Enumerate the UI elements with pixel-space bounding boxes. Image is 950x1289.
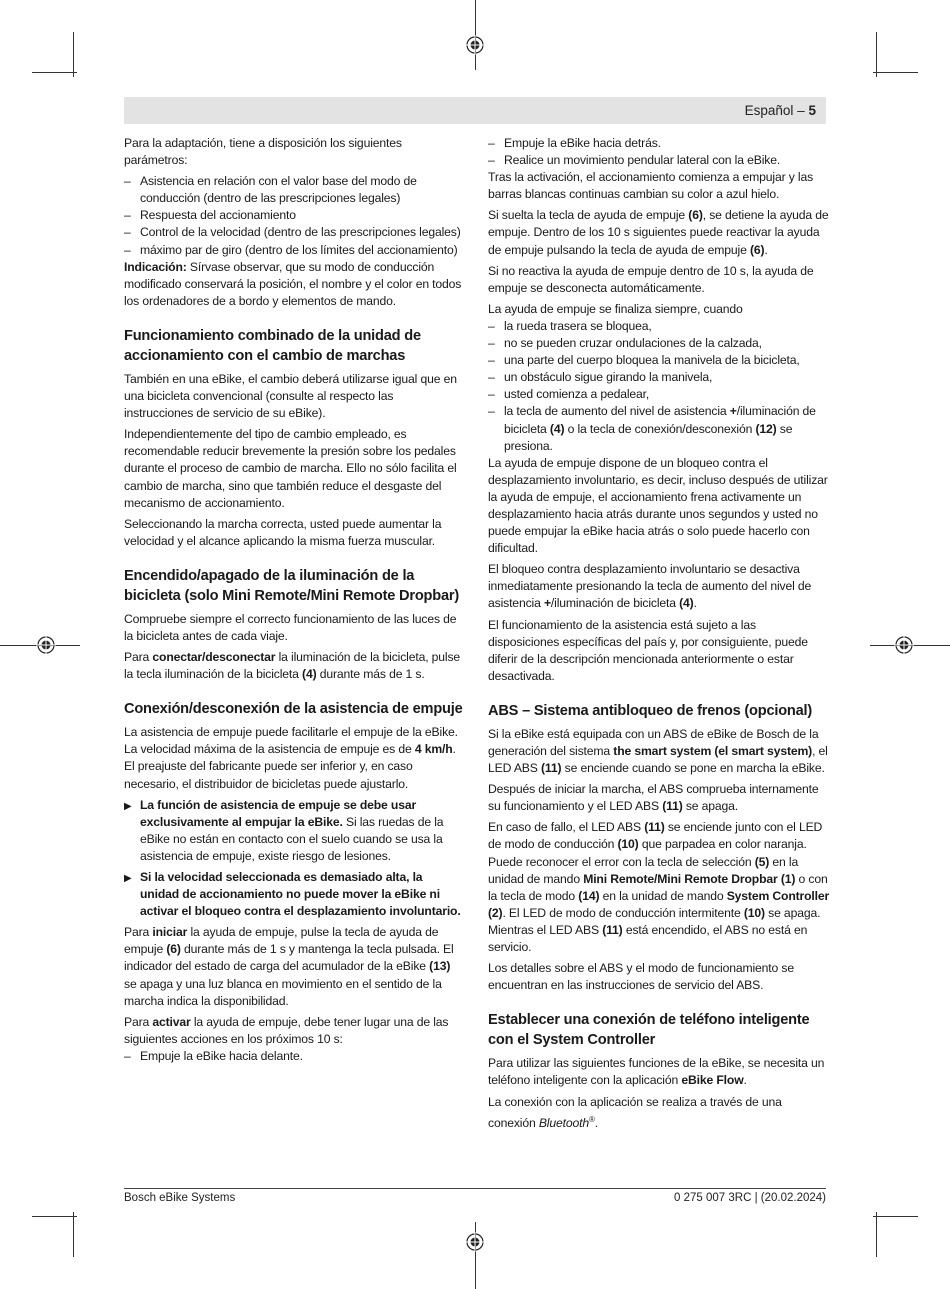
paragraph: Después de iniciar la marcha, el ABS comprueba internamente su funcionamiento y el LED ABS (11) se apaga. [488, 782, 819, 814]
paragraph: Si la eBike está equipada con un ABS de eBike de Bosch de la generación del sistema the smart system (el smart system), el LED ABS (11) se enciende cuando se pone en marcha la eBike. [488, 726, 828, 776]
registration-mark-icon [465, 35, 485, 55]
section-heading: Encendido/apagado de la iluminación de la bicicleta (solo Mini Remote/Mini Remote Dropbar) [124, 567, 460, 604]
paragraph: Para utilizar las siguientes funciones de la eBike, se necesita un teléfono inteligente con la aplicación eBike Flow. [488, 1056, 825, 1088]
paragraph: Independientemente del tipo de cambio empleado, es recomendable reducir brevemente la presión sobre los pedales durante el proceso de cambio de marcha. Ello no sólo facilita el cambio de marcha, sino que también reduce el desgaste del mecanismo de accionamiento. [124, 427, 457, 510]
paragraph: Para conectar/desconectar la iluminación de la bicicleta, pulse la tecla iluminación de la bicicleta (4) durante más de 1 s. [124, 650, 461, 682]
section-heading: Funcionamiento combinado de la unidad de accionamiento con el cambio de marchas [124, 327, 421, 364]
list-item: – no se pueden cruzar ondulaciones de la calzada, [488, 335, 830, 352]
crop-mark [32, 72, 77, 73]
list-item: – Realice un movimiento pendular lateral con la eBike. [488, 152, 830, 169]
list-item: – la rueda trasera se bloquea, [488, 318, 830, 335]
paragraph: Los detalles sobre el ABS y el modo de funcionamiento se encuentran en las instrucciones de servicio del ABS. [488, 961, 794, 993]
action-list [124, 1048, 464, 1065]
registration-mark-icon [36, 635, 56, 655]
warning-item: ▶ La función de asistencia de empuje se debe usar exclusivamente al empujar la eBike. Si las ruedas de la eBike no están en contacto con el suelo cuando se usa la asistencia de empuje, existe riesgo de lesiones. [124, 797, 464, 865]
paragraph: La ayuda de empuje dispone de un bloqueo contra el desplazamiento involuntario, es decir, incluso después de utilizar la ayuda de empuje, el accionamiento frena activamente un desplazamiento hacia atrás durante unos segundos y usted no puede empujar la eBike hacia atrás o solo puede hacerlo con dificultad. [488, 455, 828, 556]
list-item: – máximo par de giro (dentro de los límites del accionamiento) [124, 242, 464, 259]
paragraph: Para iniciar la ayuda de empuje, pulse la tecla de ayuda de empuje (6) durante más de 1 s y mantenga la tecla pulsada. El indicador del estado de carga del acumulador de la eBike (13) se apaga y una luz blanca en movimiento en el sentido de la marcha indica la disponibilidad. [124, 925, 454, 1008]
parameter-list [124, 173, 464, 258]
end-conditions-list [488, 318, 830, 455]
footer-company: Bosch eBike Systems [124, 1192, 236, 1204]
action-list-continued [488, 135, 830, 169]
section-heading: ABS – Sistema antibloqueo de frenos (opcional) [488, 702, 813, 719]
paragraph: Tras la activación, el accionamiento comienza a empujar y las barras blancas continuas cambian su color a azul hielo. [488, 170, 814, 202]
list-item: – Respuesta del accionamiento [124, 207, 464, 224]
crop-mark [73, 1212, 74, 1257]
paragraph: El bloqueo contra desplazamiento involuntario se desactiva inmediatamente presionando la tecla de aumento del nivel de asistencia +/iluminación de bicicleta (4). [488, 562, 812, 611]
paragraph: En caso de fallo, el LED ABS (11) se enciende junto con el LED de modo de conducción (10) que parpadea en color naranja. Puede reconocer el error con la tecla de selección (5) en la unidad de mando Mini Remote/Mini Remote Dropbar (1) o con la tecla de modo (14) en la unidad de mando System Controller (2). El LED de modo de conducción intermitente (10) se apaga. Mientras el LED ABS (11) está encendido, el ABS no está en servicio. [488, 820, 830, 955]
list-item: – Control de la velocidad (dentro de las prescripciones legales) [124, 224, 464, 241]
page-header [124, 97, 826, 124]
list-item: – usted comienza a pedalear, [488, 386, 830, 403]
paragraph: Para la adaptación, tiene a disposición los siguientes parámetros: [124, 136, 402, 168]
paragraph: La conexión con la aplicación se realiza a través de una conexión Bluetooth®. [488, 1094, 782, 1130]
crop-mark [32, 1216, 77, 1217]
warning-list [124, 797, 464, 921]
paragraph: La asistencia de empuje puede facilitarle el empuje de la eBike. La velocidad máxima de la asistencia de empuje es de 4 km/h. El preajuste del fabricante puede ser inferior y, en caso necesario, el distribuidor de bicicletas puede ajustarlo. [124, 725, 458, 791]
paragraph: La ayuda de empuje se finaliza siempre, cuando [488, 301, 743, 316]
paragraph: Seleccionando la marcha correcta, usted puede aumentar la velocidad y el alcance aplicando la misma fuerza muscular. [124, 516, 442, 548]
paragraph: El funcionamiento de la asistencia está sujeto a las disposiciones específicas del país y, por consiguiente, puede diferir de la descripción mencionada anteriormente o estar desactivada. [488, 617, 808, 683]
footer-divider [124, 1188, 826, 1189]
section-heading: Conexión/desconexión de la asistencia de empuje [124, 701, 463, 718]
page-number: 5 [808, 103, 816, 118]
list-item: – Asistencia en relación con el valor base del modo de conducción (dentro de las prescripciones legales) [124, 173, 464, 207]
registration-mark-icon [465, 1232, 485, 1252]
list-item: – la tecla de aumento del nivel de asistencia +/iluminación de bicicleta (4) o la tecla de conexión/desconexión (12) se presiona. [488, 403, 830, 454]
warning-item: ▶ Si la velocidad seleccionada es demasiado alta, la unidad de accionamiento no puede mover la eBike ni activar el bloqueo contra el desplazamiento involuntario. [124, 869, 464, 920]
paragraph: Compruebe siempre el correcto funcionamiento de las luces de la bicicleta antes de cada viaje. [124, 611, 457, 643]
crop-mark [876, 32, 877, 77]
paragraph: Si suelta la tecla de ayuda de empuje (6), se detiene la ayuda de empuje. Dentro de los 10 s siguientes puede reactivar la ayuda de empuje pulsando la tecla de ayuda de empuje (6). [488, 208, 829, 257]
registration-mark-icon [894, 635, 914, 655]
right-column [488, 135, 830, 1136]
list-item: – Empuje la eBike hacia detrás. [488, 135, 830, 152]
crop-mark [873, 1216, 918, 1217]
paragraph: Para activar la ayuda de empuje, debe tener lugar una de las siguientes acciones en los próximos 10 s: [124, 1014, 449, 1046]
crop-mark [73, 32, 74, 77]
list-item: – un obstáculo sigue girando la manivela, [488, 369, 830, 386]
header-label: Español – 5 [744, 103, 816, 118]
list-item: – Empuje la eBike hacia delante. [124, 1048, 464, 1065]
note-paragraph: Indicación: Sírvase observar, que su modo de conducción modificado conservará la posición, el nombre y el color en todos los ordenadores de a bordo y elementos de mando. [124, 259, 462, 308]
footer-doc-id: 0 275 007 3RC | (20.02.2024) [674, 1192, 826, 1204]
left-column [124, 135, 464, 1065]
list-item: – una parte del cuerpo bloquea la manivela de la bicicleta, [488, 352, 830, 369]
paragraph: Si no reactiva la ayuda de empuje dentro de 10 s, la ayuda de empuje se desconecta automáticamente. [488, 263, 814, 295]
crop-mark [873, 72, 918, 73]
section-heading: Establecer una conexión de teléfono inteligente con el System Controller [488, 1012, 810, 1049]
paragraph: También en una eBike, el cambio deberá utilizarse igual que en una bicicleta convencional (consulte al respecto las instrucciones de servicio de su eBike). [124, 371, 457, 421]
crop-mark [876, 1212, 877, 1257]
